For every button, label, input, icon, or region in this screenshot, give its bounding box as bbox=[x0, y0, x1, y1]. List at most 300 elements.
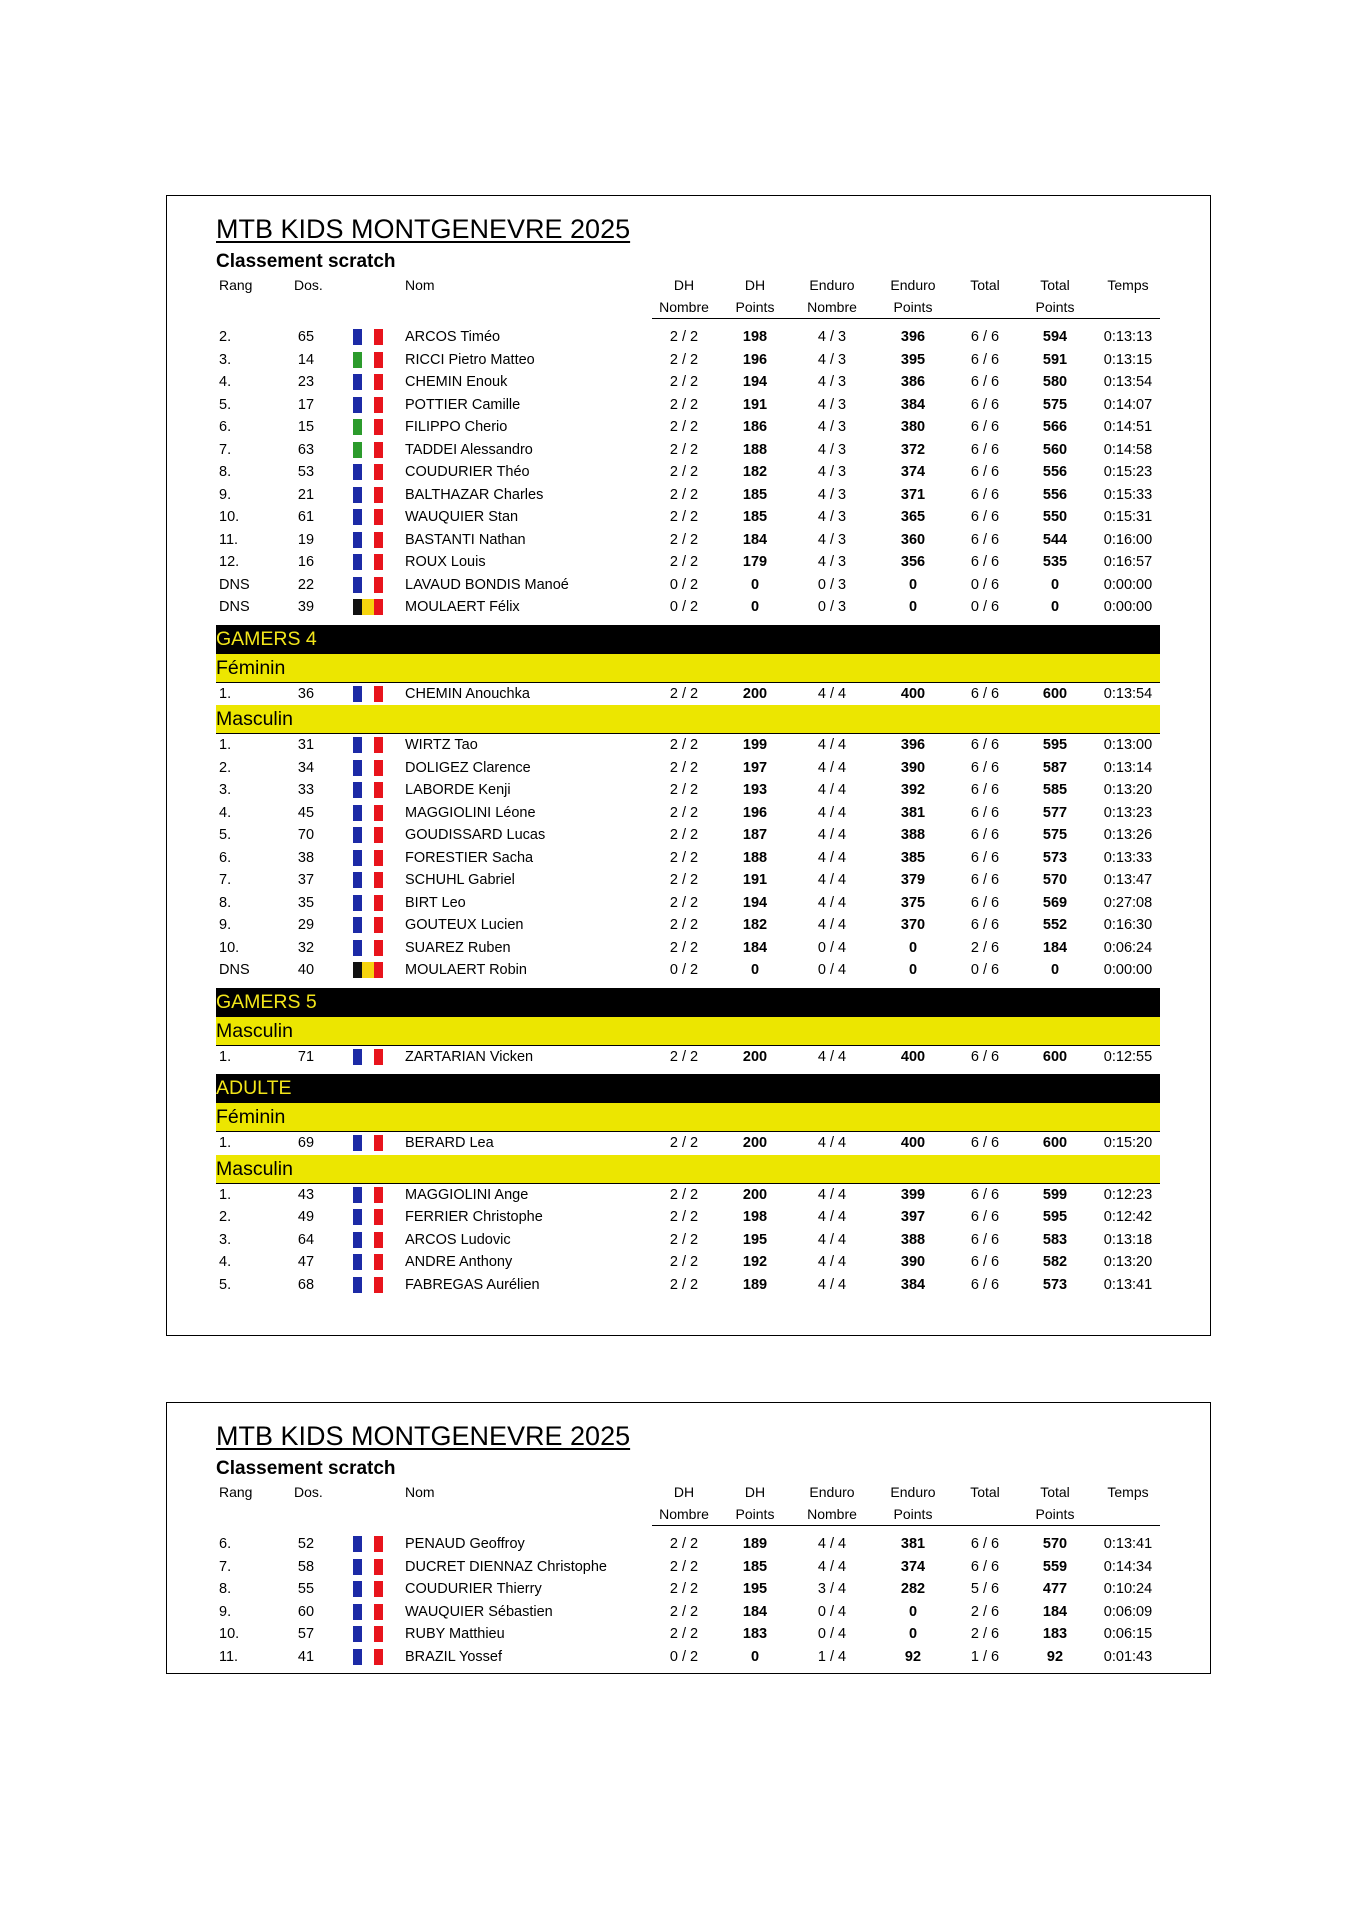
time-cell: 0:13:00 bbox=[1103, 737, 1153, 753]
name-cell: FERRIER Christophe bbox=[402, 1206, 652, 1229]
result-row bbox=[216, 574, 1160, 597]
rank-cell: 1. bbox=[219, 685, 232, 702]
flag-stripe bbox=[353, 782, 362, 798]
enduro-points-cell: 371 bbox=[870, 484, 956, 507]
flag-stripe bbox=[374, 509, 383, 525]
gender-title: Féminin bbox=[216, 654, 1160, 683]
dh-count-cell: 2 / 2 bbox=[652, 937, 716, 960]
flag-stripe bbox=[374, 827, 383, 843]
flag-cell bbox=[334, 394, 402, 417]
flag-stripe bbox=[353, 374, 362, 390]
flag-stripe bbox=[362, 1581, 374, 1597]
name-cell: FABREGAS Aurélien bbox=[405, 1276, 540, 1293]
header-row-bottom bbox=[216, 1503, 1160, 1526]
time-cell: 0:14:51 bbox=[1103, 419, 1153, 435]
flag-stripe bbox=[362, 1559, 374, 1575]
flag-stripe bbox=[374, 329, 383, 345]
header-total: Total bbox=[970, 1484, 1000, 1500]
dh-count-cell: 2 / 2 bbox=[669, 685, 699, 702]
flag-stripe bbox=[353, 352, 362, 368]
flag-cell bbox=[334, 1533, 402, 1556]
enduro-count-cell: 4 / 3 bbox=[817, 464, 847, 480]
name-cell: BALTHAZAR Charles bbox=[402, 484, 652, 507]
bib-cell: 68 bbox=[297, 1276, 315, 1293]
flag-stripe bbox=[362, 397, 374, 413]
name-cell: MAGGIOLINI Léone bbox=[402, 802, 652, 825]
rank-cell: 9. bbox=[216, 1601, 278, 1624]
bib-cell: 35 bbox=[278, 892, 334, 915]
total-points-cell: 591 bbox=[1014, 349, 1096, 372]
enduro-count-cell: 4 / 3 bbox=[817, 509, 847, 525]
enduro-points-cell: 400 bbox=[900, 1135, 926, 1151]
flag-stripe bbox=[362, 737, 374, 753]
bib-cell: 71 bbox=[297, 1048, 315, 1065]
flag-stripe bbox=[362, 1277, 374, 1293]
header-blank bbox=[956, 1503, 1014, 1526]
france-flag-icon bbox=[353, 464, 383, 480]
enduro-points-cell: 0 bbox=[870, 1601, 956, 1624]
gender-header bbox=[216, 1017, 1160, 1046]
dh-points-cell: 192 bbox=[716, 1251, 794, 1274]
name-cell: MAGGIOLINI Ange bbox=[405, 1186, 529, 1203]
flag-stripe bbox=[353, 1049, 362, 1065]
bib-cell: 53 bbox=[297, 464, 315, 480]
header-total-points: Total bbox=[1040, 277, 1070, 293]
dh-count-cell: 2 / 2 bbox=[669, 1231, 699, 1248]
rank-cell: 9. bbox=[216, 484, 278, 507]
flag-stripe bbox=[353, 419, 362, 435]
enduro-count-cell: 4 / 4 bbox=[817, 685, 847, 702]
time-cell: 0:13:41 bbox=[1103, 1276, 1153, 1293]
flag-stripe bbox=[374, 962, 383, 978]
bib-cell: 47 bbox=[278, 1251, 334, 1274]
enduro-count-cell: 4 / 4 bbox=[817, 737, 847, 753]
result-row bbox=[216, 1045, 1160, 1068]
total-points-cell: 184 bbox=[1014, 937, 1096, 960]
france-flag-icon bbox=[353, 805, 383, 821]
france-flag-icon bbox=[353, 1135, 383, 1151]
flag-cell bbox=[334, 574, 402, 597]
result-row bbox=[216, 1183, 1160, 1206]
france-flag-icon bbox=[353, 737, 383, 753]
header-blank bbox=[334, 274, 402, 296]
header-dh: DH bbox=[673, 1484, 695, 1500]
dh-points-cell: 184 bbox=[716, 1601, 794, 1624]
flag-stripe bbox=[362, 1604, 374, 1620]
flag-stripe bbox=[374, 1626, 383, 1642]
time-cell: 0:15:33 bbox=[1096, 484, 1160, 507]
bib-cell: 16 bbox=[297, 554, 315, 570]
enduro-points-cell: 0 bbox=[908, 599, 918, 615]
bib-cell: 61 bbox=[297, 509, 315, 525]
enduro-points-cell: 386 bbox=[900, 374, 926, 390]
dh-count-cell: 2 / 2 bbox=[669, 554, 699, 570]
dh-points-cell: 0 bbox=[716, 1646, 794, 1669]
result-row bbox=[216, 349, 1160, 372]
total-count-cell: 5 / 6 bbox=[970, 1581, 1000, 1597]
total-points-cell: 582 bbox=[1014, 1251, 1096, 1274]
gender-title: Masculin bbox=[216, 705, 1160, 734]
dh-count-cell: 0 / 2 bbox=[669, 599, 699, 615]
result-row bbox=[216, 326, 1160, 349]
dh-count-cell: 2 / 2 bbox=[669, 782, 699, 798]
bib-cell: 43 bbox=[297, 1186, 315, 1203]
total-count-cell: 6 / 6 bbox=[970, 1186, 1000, 1203]
france-flag-icon bbox=[353, 554, 383, 570]
dh-count-cell: 2 / 2 bbox=[652, 529, 716, 552]
dh-count-cell: 2 / 2 bbox=[669, 464, 699, 480]
bib-cell: 17 bbox=[278, 394, 334, 417]
rank-cell: 10. bbox=[219, 1626, 240, 1642]
flag-stripe bbox=[374, 1209, 383, 1225]
rank-cell: 8. bbox=[219, 1581, 232, 1597]
name-cell: WAUQUIER Sébastien bbox=[402, 1601, 652, 1624]
france-flag-icon bbox=[353, 1604, 383, 1620]
total-count-cell: 6 / 6 bbox=[970, 329, 1000, 345]
dh-count-cell: 2 / 2 bbox=[652, 1601, 716, 1624]
dh-points-cell: 0 bbox=[750, 599, 760, 615]
dh-points-cell: 0 bbox=[750, 962, 760, 978]
total-count-cell: 6 / 6 bbox=[956, 349, 1014, 372]
rank-cell: 1. bbox=[219, 1186, 232, 1203]
rank-cell: 11. bbox=[216, 529, 278, 552]
name-cell: RUBY Matthieu bbox=[405, 1626, 505, 1642]
dh-points-cell: 186 bbox=[742, 419, 768, 435]
header-blank bbox=[402, 296, 652, 319]
result-row bbox=[216, 869, 1160, 892]
enduro-points-cell: 282 bbox=[900, 1581, 926, 1597]
flag-cell bbox=[334, 1578, 402, 1601]
total-count-cell: 6 / 6 bbox=[956, 529, 1014, 552]
france-flag-icon bbox=[353, 827, 383, 843]
header-blank bbox=[1096, 1503, 1160, 1526]
time-cell: 0:10:24 bbox=[1103, 1581, 1153, 1597]
flag-stripe bbox=[362, 442, 374, 458]
name-cell: SUAREZ Ruben bbox=[402, 937, 652, 960]
france-flag-icon bbox=[353, 329, 383, 345]
flag-stripe bbox=[362, 1209, 374, 1225]
total-count-cell: 6 / 6 bbox=[970, 554, 1000, 570]
enduro-count-cell: 4 / 3 bbox=[794, 439, 870, 462]
flag-cell bbox=[334, 484, 402, 507]
dh-count-cell: 2 / 2 bbox=[669, 1581, 699, 1597]
enduro-points-cell: 392 bbox=[900, 782, 926, 798]
flag-cell bbox=[334, 506, 402, 529]
france-flag-icon bbox=[353, 1277, 383, 1293]
name-cell: DUCRET DIENNAZ Christophe bbox=[402, 1556, 652, 1579]
dh-points-cell: 200 bbox=[742, 685, 768, 702]
result-row bbox=[216, 394, 1160, 417]
france-flag-icon bbox=[353, 850, 383, 866]
total-count-cell: 6 / 6 bbox=[970, 464, 1000, 480]
spacer-cell bbox=[216, 319, 1160, 327]
rank-cell: 3. bbox=[219, 1231, 232, 1248]
flag-stripe bbox=[353, 827, 362, 843]
enduro-points-cell: 375 bbox=[870, 892, 956, 915]
enduro-points-cell: 400 bbox=[900, 1048, 926, 1065]
france-flag-icon bbox=[353, 487, 383, 503]
dh-count-cell: 2 / 2 bbox=[669, 374, 699, 390]
dh-points-cell: 185 bbox=[742, 509, 768, 525]
total-count-cell: 6 / 6 bbox=[970, 1276, 1000, 1293]
header-total-points-label: Points bbox=[1014, 1503, 1096, 1526]
results-table bbox=[216, 1481, 1160, 1668]
flag-stripe bbox=[374, 1536, 383, 1552]
enduro-points-cell: 356 bbox=[900, 554, 926, 570]
flag-cell bbox=[334, 439, 402, 462]
rank-cell: 2. bbox=[216, 1206, 278, 1229]
bib-cell: 64 bbox=[297, 1231, 315, 1248]
sheet-content bbox=[216, 1419, 1160, 1668]
enduro-points-cell: 380 bbox=[900, 419, 926, 435]
flag-stripe bbox=[374, 1187, 383, 1203]
total-points-cell: 580 bbox=[1042, 374, 1068, 390]
dh-points-cell: 188 bbox=[716, 847, 794, 870]
result-row bbox=[216, 824, 1160, 847]
enduro-points-cell: 360 bbox=[870, 529, 956, 552]
total-count-cell: 6 / 6 bbox=[970, 782, 1000, 798]
flag-stripe bbox=[362, 917, 374, 933]
name-cell: MOULAERT Robin bbox=[405, 962, 527, 978]
result-row bbox=[216, 802, 1160, 825]
flag-stripe bbox=[362, 1135, 374, 1151]
header-blank bbox=[1096, 296, 1160, 319]
rank-cell: 3. bbox=[219, 782, 232, 798]
header-enduro-nombre: Nombre bbox=[794, 1503, 870, 1526]
rank-cell: 7. bbox=[216, 1556, 278, 1579]
category-header bbox=[216, 988, 1160, 1017]
dh-points-cell: 200 bbox=[742, 1135, 768, 1151]
belgium-flag-icon bbox=[353, 962, 383, 978]
flag-stripe bbox=[353, 442, 362, 458]
flag-stripe bbox=[374, 686, 383, 702]
dh-count-cell: 2 / 2 bbox=[652, 802, 716, 825]
name-cell: GOUDISSARD Lucas bbox=[405, 827, 546, 843]
time-cell: 0:00:00 bbox=[1103, 962, 1153, 978]
dh-count-cell: 0 / 2 bbox=[669, 962, 699, 978]
rank-cell: 11. bbox=[216, 1646, 278, 1669]
flag-stripe bbox=[374, 1604, 383, 1620]
bib-cell: 70 bbox=[297, 827, 315, 843]
total-count-cell: 6 / 6 bbox=[956, 802, 1014, 825]
result-row bbox=[216, 371, 1160, 394]
rank-cell: 1. bbox=[219, 1135, 232, 1151]
result-row bbox=[216, 529, 1160, 552]
bib-cell: 22 bbox=[278, 574, 334, 597]
rank-cell: DNS bbox=[216, 574, 278, 597]
name-cell: ROUX Louis bbox=[405, 554, 486, 570]
result-row bbox=[216, 416, 1160, 439]
bib-cell: 45 bbox=[278, 802, 334, 825]
result-row bbox=[216, 779, 1160, 802]
result-row bbox=[216, 1646, 1160, 1669]
total-points-cell: 583 bbox=[1042, 1231, 1068, 1248]
total-points-cell: 570 bbox=[1042, 872, 1068, 888]
rank-cell: 9. bbox=[219, 917, 232, 933]
result-row bbox=[216, 937, 1160, 960]
header-enduro-points: Enduro bbox=[890, 277, 936, 293]
dh-points-cell: 187 bbox=[742, 827, 768, 843]
bib-cell: 49 bbox=[278, 1206, 334, 1229]
dh-count-cell: 2 / 2 bbox=[669, 1186, 699, 1203]
total-count-cell: 0 / 6 bbox=[956, 574, 1014, 597]
total-points-cell: 570 bbox=[1042, 1536, 1068, 1552]
flag-stripe bbox=[353, 686, 362, 702]
flag-cell bbox=[334, 1206, 402, 1229]
total-count-cell: 2 / 6 bbox=[970, 1626, 1000, 1642]
rank-cell: 8. bbox=[219, 464, 232, 480]
header-dh-points: DH bbox=[744, 1484, 766, 1500]
enduro-points-cell: 388 bbox=[900, 1231, 926, 1248]
time-cell: 0:13:20 bbox=[1096, 1251, 1160, 1274]
enduro-points-cell: 381 bbox=[870, 802, 956, 825]
flag-stripe bbox=[353, 1254, 362, 1270]
total-count-cell: 6 / 6 bbox=[970, 917, 1000, 933]
flag-cell bbox=[334, 892, 402, 915]
header-temps: Temps bbox=[1107, 1484, 1149, 1500]
header-rang: Rang bbox=[219, 1484, 253, 1500]
result-row bbox=[216, 1578, 1160, 1601]
dh-count-cell: 2 / 2 bbox=[652, 1206, 716, 1229]
total-count-cell: 6 / 6 bbox=[970, 1231, 1000, 1248]
header-nom: Nom bbox=[405, 1484, 435, 1500]
dh-points-cell: 183 bbox=[742, 1626, 768, 1642]
total-count-cell: 6 / 6 bbox=[970, 509, 1000, 525]
dh-points-cell: 194 bbox=[716, 892, 794, 915]
time-cell: 0:12:55 bbox=[1103, 1048, 1153, 1065]
header-blank bbox=[278, 296, 334, 319]
time-cell: 0:16:30 bbox=[1103, 917, 1153, 933]
flag-cell bbox=[334, 959, 402, 982]
rank-cell: 4. bbox=[216, 802, 278, 825]
total-count-cell: 6 / 6 bbox=[956, 439, 1014, 462]
flag-stripe bbox=[353, 1232, 362, 1248]
name-cell: BERARD Lea bbox=[405, 1135, 494, 1151]
bib-cell: 65 bbox=[297, 329, 315, 345]
enduro-count-cell: 4 / 3 bbox=[794, 484, 870, 507]
flag-cell bbox=[334, 529, 402, 552]
total-count-cell: 6 / 6 bbox=[970, 872, 1000, 888]
dh-points-cell: 198 bbox=[742, 329, 768, 345]
time-cell: 0:06:15 bbox=[1103, 1626, 1153, 1642]
time-cell: 0:15:20 bbox=[1103, 1135, 1153, 1151]
flag-stripe bbox=[362, 686, 374, 702]
enduro-count-cell: 4 / 4 bbox=[817, 872, 847, 888]
dh-count-cell: 2 / 2 bbox=[669, 1048, 699, 1065]
dh-points-cell: 200 bbox=[742, 1186, 768, 1203]
gender-header bbox=[216, 705, 1160, 734]
flag-stripe bbox=[362, 805, 374, 821]
dh-points-cell: 193 bbox=[742, 782, 768, 798]
flag-stripe bbox=[353, 872, 362, 888]
flag-stripe bbox=[374, 1649, 383, 1665]
header-blank bbox=[216, 1503, 278, 1526]
france-flag-icon bbox=[353, 374, 383, 390]
total-points-cell: 575 bbox=[1042, 827, 1068, 843]
category-title: ADULTE bbox=[216, 1074, 1160, 1103]
rank-cell: 6. bbox=[219, 419, 232, 435]
france-flag-icon bbox=[353, 577, 383, 593]
flag-stripe bbox=[374, 419, 383, 435]
rank-cell: 5. bbox=[216, 394, 278, 417]
total-points-cell: 566 bbox=[1042, 419, 1068, 435]
total-points-cell: 600 bbox=[1042, 1135, 1068, 1151]
flag-cell bbox=[334, 1556, 402, 1579]
enduro-count-cell: 4 / 4 bbox=[817, 1276, 847, 1293]
name-cell: BIRT Leo bbox=[402, 892, 652, 915]
rank-cell: DNS bbox=[219, 599, 250, 615]
rank-cell: DNS bbox=[219, 962, 250, 978]
time-cell: 0:14:34 bbox=[1096, 1556, 1160, 1579]
rank-cell: 2. bbox=[216, 757, 278, 780]
total-points-cell: 0 bbox=[1014, 574, 1096, 597]
belgium-flag-icon bbox=[353, 599, 383, 615]
flag-stripe bbox=[374, 554, 383, 570]
header-total-points-label: Points bbox=[1014, 296, 1096, 319]
total-count-cell: 6 / 6 bbox=[956, 1556, 1014, 1579]
result-row bbox=[216, 596, 1160, 619]
flag-cell bbox=[334, 937, 402, 960]
result-row bbox=[216, 1251, 1160, 1274]
spacer-cell bbox=[216, 1526, 1160, 1534]
total-points-cell: 559 bbox=[1014, 1556, 1096, 1579]
enduro-points-cell: 379 bbox=[900, 872, 926, 888]
bib-cell: 69 bbox=[297, 1135, 315, 1151]
flag-cell bbox=[334, 682, 402, 705]
flag-cell bbox=[334, 1646, 402, 1669]
flag-stripe bbox=[353, 1135, 362, 1151]
france-flag-icon bbox=[353, 509, 383, 525]
enduro-count-cell: 4 / 4 bbox=[817, 917, 847, 933]
flag-stripe bbox=[353, 487, 362, 503]
flag-stripe bbox=[374, 782, 383, 798]
dh-points-cell: 199 bbox=[742, 737, 768, 753]
dh-points-cell: 184 bbox=[716, 937, 794, 960]
flag-stripe bbox=[353, 962, 362, 978]
enduro-points-cell: 384 bbox=[870, 394, 956, 417]
enduro-points-cell: 0 bbox=[908, 962, 918, 978]
category-title: GAMERS 4 bbox=[216, 625, 1160, 654]
dh-count-cell: 2 / 2 bbox=[669, 329, 699, 345]
result-row bbox=[216, 1132, 1160, 1155]
event-title: MTB KIDS MONTGENEVRE 2025 bbox=[216, 214, 631, 244]
enduro-points-cell: 370 bbox=[900, 917, 926, 933]
france-flag-icon bbox=[353, 532, 383, 548]
enduro-points-cell: 384 bbox=[900, 1276, 926, 1293]
rank-cell: 5. bbox=[219, 827, 232, 843]
rank-cell: 2. bbox=[219, 329, 232, 345]
time-cell: 0:13:18 bbox=[1103, 1231, 1153, 1248]
header-blank bbox=[334, 296, 402, 319]
category-header bbox=[216, 625, 1160, 654]
results-table bbox=[216, 274, 1160, 1296]
time-cell: 0:16:00 bbox=[1096, 529, 1160, 552]
time-cell: 0:13:54 bbox=[1103, 685, 1153, 702]
total-points-cell: 184 bbox=[1014, 1601, 1096, 1624]
enduro-count-cell: 4 / 4 bbox=[817, 1186, 847, 1203]
flag-stripe bbox=[374, 1254, 383, 1270]
flag-stripe bbox=[362, 1626, 374, 1642]
result-row bbox=[216, 439, 1160, 462]
rank-cell: 7. bbox=[219, 872, 232, 888]
header-spacer bbox=[216, 1526, 1160, 1534]
name-cell: CHEMIN Anouchka bbox=[405, 685, 530, 702]
enduro-count-cell: 4 / 3 bbox=[794, 394, 870, 417]
rank-cell: 10. bbox=[219, 509, 240, 525]
result-row bbox=[216, 682, 1160, 705]
flag-cell bbox=[334, 1045, 402, 1068]
flag-stripe bbox=[362, 577, 374, 593]
